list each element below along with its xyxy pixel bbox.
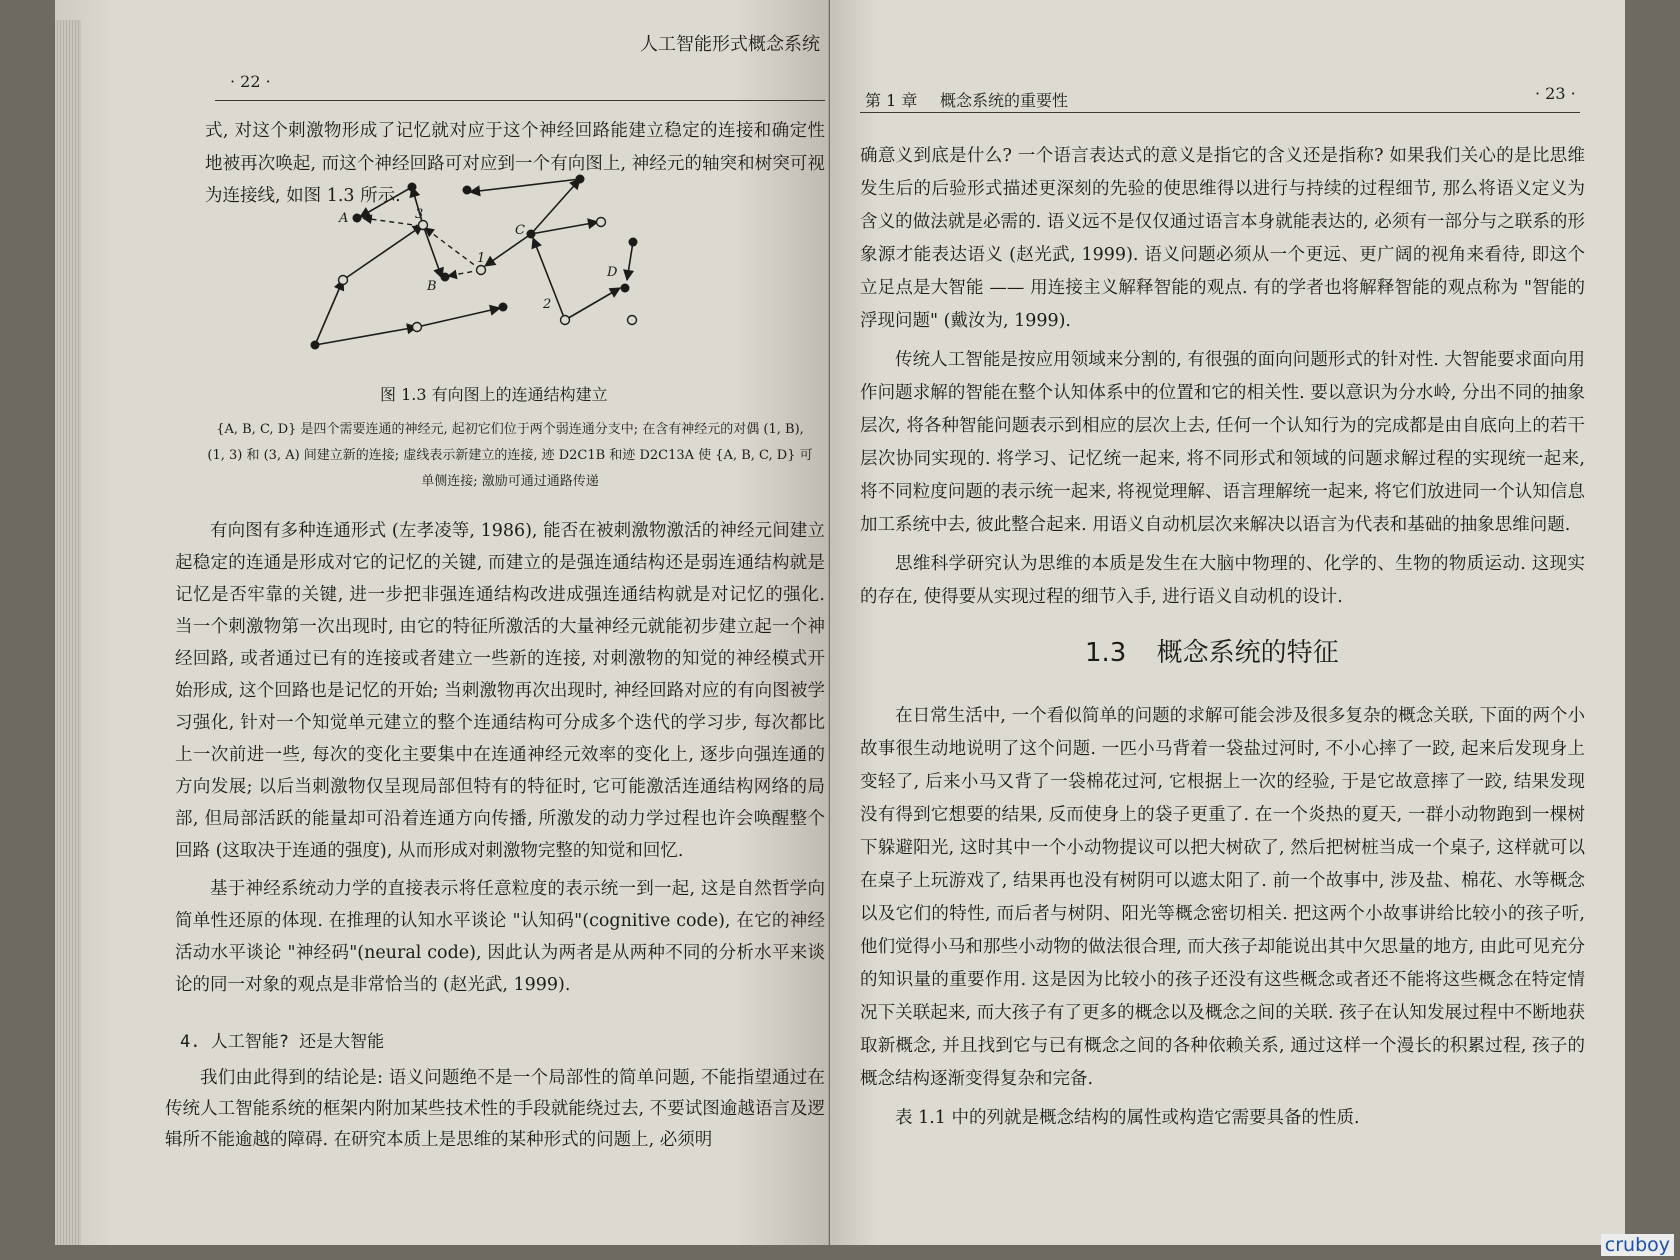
right-page-number: · 23 ·	[1535, 84, 1576, 103]
left-page	[55, 0, 829, 1245]
node-label-b: B	[427, 279, 437, 294]
paragraph-text: 思维科学研究认为思维的本质是发生在大脑中物理的、化学的、生物的物质运动. 这现实的存在, 使得要从实现过程的细节入手, 进行语义自动机的设计.	[860, 554, 1585, 607]
node-label-c: C	[515, 223, 525, 238]
right-page	[830, 0, 1625, 1245]
figure-caption: 图 1.3 有向图上的连通结构建立	[380, 385, 608, 404]
directed-graph-figure	[295, 170, 655, 360]
left-header-rule	[215, 100, 825, 101]
right-running-head-chapter: 第 1 章	[865, 91, 918, 110]
node-label-3: 3	[415, 207, 424, 222]
graph-edges	[315, 179, 633, 345]
subheading: 4. 人工智能? 还是大智能	[180, 1032, 385, 1052]
paragraph-text: 基于神经系统动力学的直接表示将任意粒度的表示统一到一起, 这是自然哲学向简单性还原的体现. 在推理的认知水平谈论 "认知码"(cognitive code), 在它的神经活动水平谈论 "神经码"(neural code), 因此认为两者是从两种不同的分析水平来谈论的同一对象的观点是非常恰当的 (赵光武, 1999).	[175, 879, 825, 995]
paragraph-text: 传统人工智能是按应用领域来分割的, 有很强的面向问题形式的针对性. 大智能要求面向用作问题求解的智能在整个认知体系中的位置和它的相关性. 要以意识为分水岭, 分出不同的抽象层次, 将各种智能问题表示到相应的层次上去, 任何一个认知行为的完成都是由自底向上的若干层次协同实现的. 将学习、记忆统一起来, 将不同形式和领域的问题求解过程的实现统一起来, 将不同粒度问题的表示统一起来, 将视觉理解、语言理解统一起来, 将它们放进同一个认知信息加工系统中去, 彼此整合起来. 用语义自动机层次来解决以语言为代表和基础的抽象思维问题.	[860, 350, 1585, 535]
node-label-1: 1	[477, 251, 486, 266]
paragraph-text: 在日常生活中, 一个看似简单的问题的求解可能会涉及很多复杂的概念关联, 下面的两个小故事很生动地说明了这个问题. 一匹小马背着一袋盐过河时, 不小心摔了一跤, 起来后发现身上变轻了, 后来小马又背了一袋棉花过河, 它根据上一次的经验, 于是它故意摔了一跤, 结果发现没有得到它想要的结果, 反而使身上的袋子更重了. 在一个炎热的夏天, 一群小动物跑到一棵树下躲避阳光, 这时其中一个小动物提议可以把大树砍了, 然后把树桩当成一个桌子, 这样就可以在桌子上玩游戏了, 结果再也没有树阴可以遮太阳了. 前一个故事中, 涉及盐、棉花、水等概念以及它们的特性, 而后者与树阴、阳光等概念密切相关. 把这两个小故事讲给比较小的孩子听, 他们觉得小马和那些小动物的做法很合理, 而大孩子却能说出其中欠思量的地方, 由此可见充分的知识量的重要作用. 这是因为比较小的孩子还没有这些概念或者还不能将这些概念在特定情况下关联起来, 而大孩子有了更多的概念以及概念之间的关联. 孩子在认知发展过程中不断地获取新概念, 并且找到它与已有概念之间的各种依赖关系, 通过这样一个漫长的积累过程, 孩子的概念结构逐渐变得复杂和完备.	[860, 706, 1585, 1089]
left-main-text	[175, 515, 825, 1001]
section-heading	[1085, 632, 1339, 669]
section-number: 1.3	[1085, 638, 1127, 668]
paragraph-text: 有向图有多种连通形式 (左孝凌等, 1986), 能否在被刺激物激活的神经元间建立起稳定的连通是形成对它的记忆的关键, 而建立的是强连通结构还是弱连通结构就是记忆是否牢靠的关键, 进一步把非强连通结构改进成强连通结构就是对记忆的强化. 当一个刺激物第一次出现时, 由它的特征所激活的大量神经元就能初步建立起一个神经回路, 或者通过已有的连接或者建立一些新的连接, 对刺激物的知觉的神经模式开始形成, 这个回路也是记忆的开始; 当刺激物再次出现时, 神经回路对应的有向图被学习强化, 针对一个知觉单元建立的整个连通结构可分成多个迭代的学习步, 每次都比上一次前进一些, 每次的变化主要集中在连通神经元效率的变化上, 逐步向强连通的方向发展; 以后当刺激物仅呈现局部但特有的特征时, 它可能激活连通结构网络的局部, 但局部活跃的能量却可沿着连通方向传播, 所激发的动力学过程也许会唤醒整个回路 (这取决于连通的强度), 从而形成对刺激物完整的知觉和回忆.	[175, 521, 825, 861]
left-running-head: 人工智能形式概念系统	[640, 34, 820, 55]
figure-note-line: 单侧连接; 激励可通过通路传递	[421, 474, 599, 489]
node-label-2: 2	[543, 297, 552, 312]
figure-note	[195, 417, 825, 495]
right-text-lower	[860, 700, 1585, 1135]
stacked-page-edges	[55, 20, 81, 1245]
figure-note-line: (1, 3) 和 (3, A) 间建立新的连接; 虚线表示新建立的连接, 迹 D2C1B 和迹 D2C13A 使 {A, B, C, D} 可	[207, 448, 813, 463]
filled-nodes	[311, 175, 638, 350]
figure-note-line: {A, B, C, D} 是四个需要连通的神经元, 起初它们位于两个弱连通分支中; 在含有神经元的对偶 (1, B),	[216, 422, 804, 437]
paragraph-text: 表 1.1 中的列就是概念结构的属性或构造它需要具备的性质.	[895, 1108, 1360, 1128]
hollow-nodes	[339, 218, 637, 332]
right-header-rule	[860, 112, 1580, 113]
paragraph-text: 式, 对这个刺激物形成了记忆就对应于这个神经回路能建立稳定的连接和确定性地被再次唤起, 而这个神经回路可对应到一个有向图上, 神经元的轴突和树突可视为连接线, 如图 1.3 所示.	[205, 121, 825, 206]
node-label-d: D	[607, 265, 618, 280]
watermark: cruboy	[1601, 1234, 1674, 1256]
node-label-a: A	[339, 211, 349, 226]
book-spread	[55, 0, 1625, 1245]
left-bottom-text	[165, 1063, 825, 1156]
right-running-head-title: 概念系统的重要性	[940, 91, 1069, 110]
right-text-upper	[860, 140, 1585, 614]
section-title: 概念系统的特征	[1156, 638, 1339, 668]
paragraph-text: 确意义到底是什么? 一个语言表达式的意义是指它的含义还是指称? 如果我们关心的是比思维发生后的后验形式描述更深刻的先验的使思维得以进行与持续的过程细节, 那么将语义定义为含义的做法就是必需的. 语义远不是仅仅通过语言本身就能表达的, 必须有一部分与之联系的形象源才能表达语义 (赵光武, 1999). 语义问题必须从一个更远、更广阔的视角来看待, 即这个立足点是大智能 —— 用连接主义解释智能的观点. 有的学者也将解释智能的观点称为 "智能的浮现问题" (戴汝为, 1999).	[860, 146, 1585, 331]
left-page-number: · 22 ·	[230, 72, 271, 91]
paragraph-text: 我们由此得到的结论是: 语义问题绝不是一个局部性的简单问题, 不能指望通过在传统人工智能系统的框架内附加某些技术性的手段就能绕过去, 不要试图逾越语言及逻辑所不能逾越的障碍. 在研究本质上是思维的某种形式的问题上, 必须明	[165, 1068, 825, 1150]
